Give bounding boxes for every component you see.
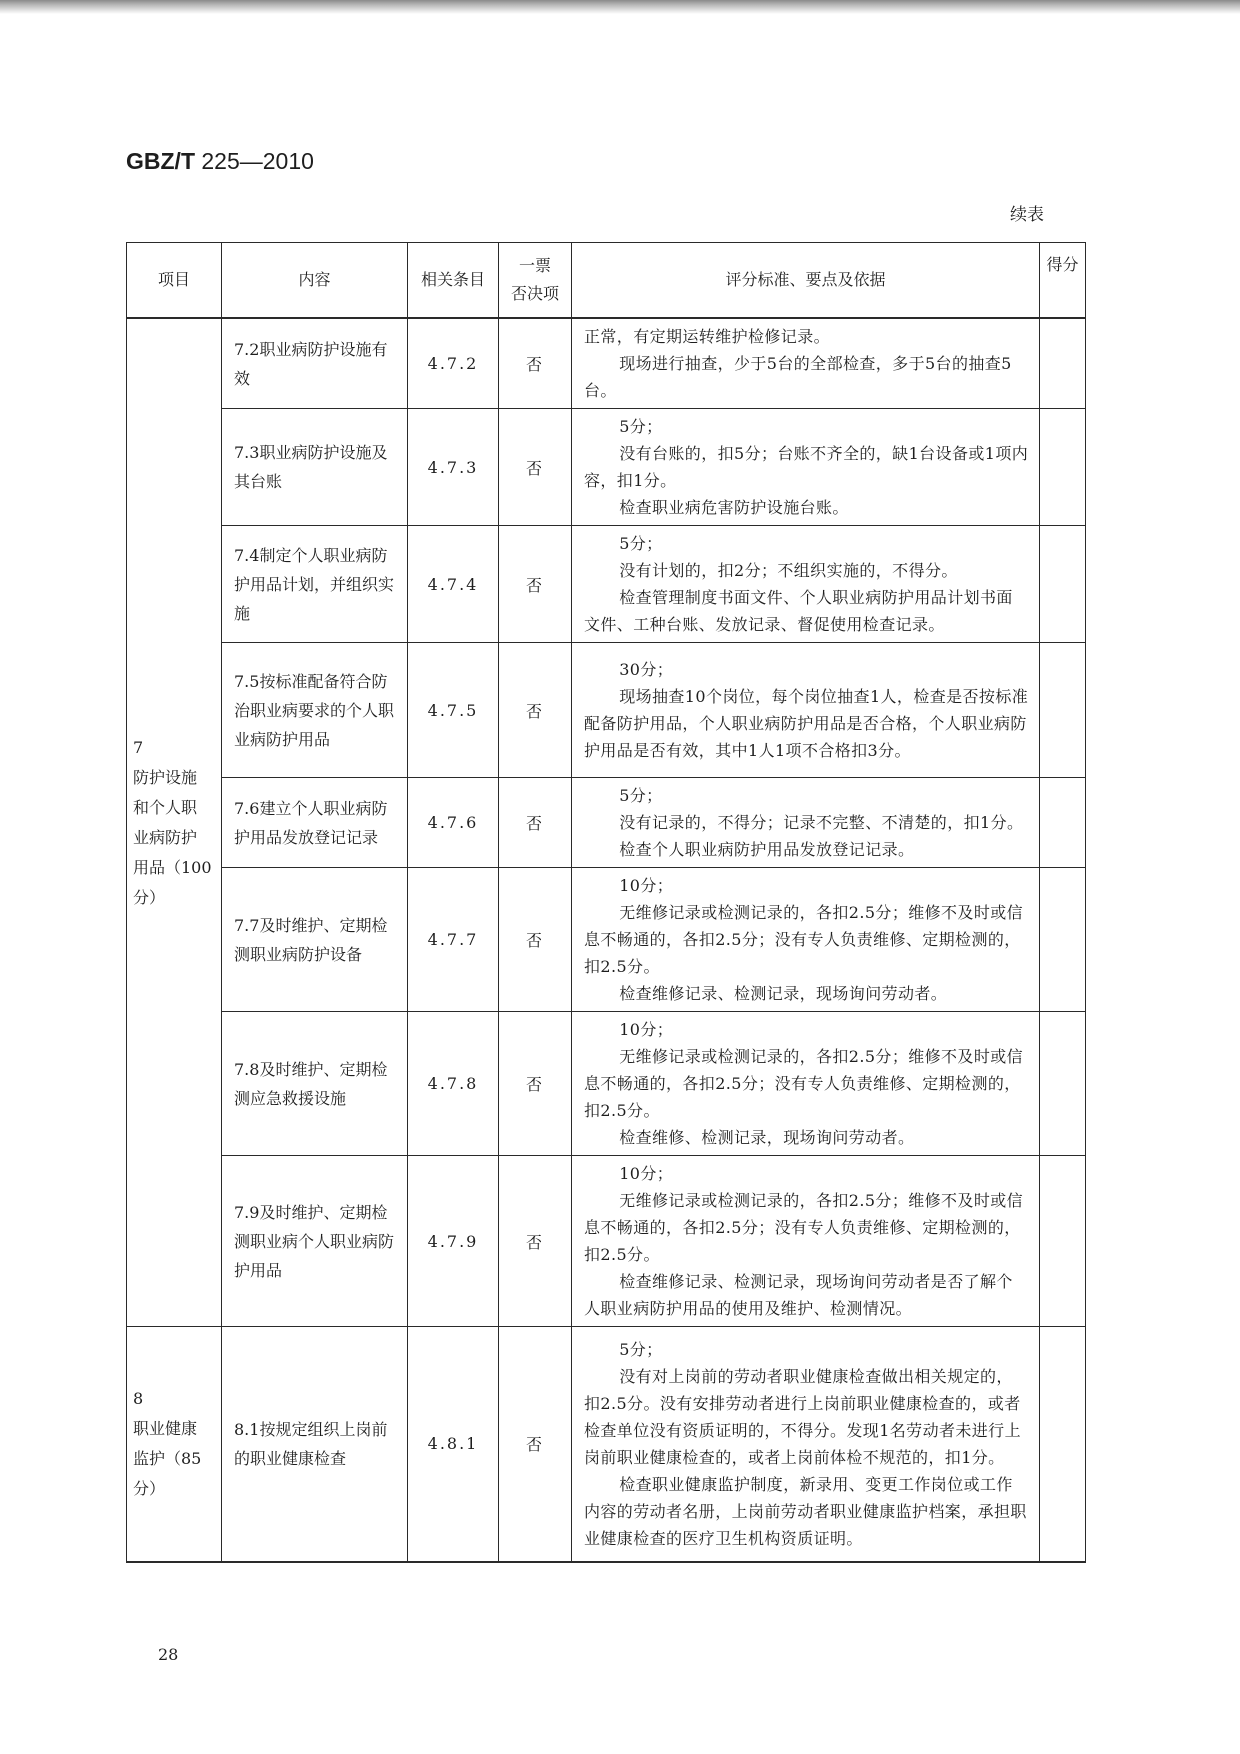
continued-table-label: 续表 (1010, 205, 1044, 225)
criteria-paragraph: 无维修记录或检测记录的，各扣2.5分；维修不及时或信息不畅通的，各扣2.5分；没有专人负责维修、定期检测的，扣2.5分。 (584, 1191, 1024, 1264)
veto-cell: 否 (499, 1012, 572, 1156)
score-cell[interactable] (1040, 778, 1086, 868)
content-cell: 7.6建立个人职业病防护用品发放登记记录 (222, 778, 408, 868)
score-cell[interactable] (1040, 526, 1086, 643)
item-category-line: 8 (133, 1388, 144, 1408)
header-criteria: 评分标准、要点及依据 (572, 243, 1040, 319)
item-category-line: 业病防护 (133, 827, 198, 847)
header-content: 内容 (222, 243, 408, 319)
item-category-line: 监护（85 (133, 1448, 202, 1468)
criteria-paragraph: 无维修记录或检测记录的，各扣2.5分；维修不及时或信息不畅通的，各扣2.5分；没有专人负责维修、定期检测的，扣2.5分。 (584, 903, 1024, 976)
standard-code-number: 225—2010 (201, 148, 314, 174)
table-header-row (127, 243, 1086, 319)
item-category-cell (127, 1327, 222, 1562)
table-row (127, 1012, 1086, 1156)
criteria-paragraph: 5分； (619, 786, 663, 805)
criteria-paragraph: 检查职业健康监护制度，新录用、变更工作岗位或工作内容的劳动者名册，上岗前劳动者职业健康监护档案，承担职业健康检查的医疗卫生机构资质证明。 (584, 1474, 1027, 1548)
clause-cell: 4.7.5 (408, 643, 499, 778)
scoring-table (126, 242, 1086, 1563)
standard-code-prefix: GBZ/T (126, 148, 195, 174)
criteria-paragraph: 5分； (619, 417, 663, 436)
content-cell: 7.5按标准配备符合防治职业病要求的个人职业病防护用品 (222, 643, 408, 778)
score-cell[interactable] (1040, 643, 1086, 778)
table-row (127, 318, 1086, 409)
table-row (127, 1327, 1086, 1562)
top-scan-edge (0, 0, 1240, 14)
content-cell: 7.8及时维护、定期检测应急救援设施 (222, 1012, 408, 1156)
veto-cell: 否 (499, 1156, 572, 1327)
criteria-paragraph: 10分； (619, 876, 674, 895)
content-cell: 7.7及时维护、定期检测职业病防护设备 (222, 868, 408, 1012)
criteria-cell (572, 643, 1040, 778)
score-cell[interactable] (1040, 1156, 1086, 1327)
clause-cell: 4.7.4 (408, 526, 499, 643)
table-row (127, 409, 1086, 526)
criteria-paragraph: 检查管理制度书面文件、个人职业病防护用品计划书面文件、工种台账、发放记录、督促使用检查记录。 (584, 588, 1013, 634)
item-category-cell (127, 318, 222, 1327)
clause-cell: 4.7.2 (408, 318, 499, 409)
content-cell: 8.1按规定组织上岗前的职业健康检查 (222, 1327, 408, 1562)
criteria-paragraph: 没有计划的，扣2分；不组织实施的，不得分。 (619, 561, 958, 580)
table-row (127, 526, 1086, 643)
veto-cell: 否 (499, 1327, 572, 1562)
item-category-line: 防护设施 (133, 767, 198, 787)
table-row (127, 1156, 1086, 1327)
criteria-paragraph: 10分； (619, 1164, 674, 1183)
veto-cell: 否 (499, 526, 572, 643)
clause-cell: 4.7.7 (408, 868, 499, 1012)
content-cell: 7.4制定个人职业病防护用品计划，并组织实施 (222, 526, 408, 643)
veto-cell: 否 (499, 868, 572, 1012)
criteria-paragraph: 检查维修记录、检测记录，现场询问劳动者是否了解个人职业病防护用品的使用及维护、检测情况。 (584, 1272, 1013, 1318)
criteria-paragraph: 没有台账的，扣5分；台账不齐全的，缺1台设备或1项内容，扣1分。 (584, 444, 1029, 490)
item-category-line: 分） (133, 887, 166, 907)
criteria-paragraph: 检查个人职业病防护用品发放登记记录。 (619, 840, 915, 859)
item-category-line: 和个人职 (133, 797, 198, 817)
criteria-paragraph: 没有对上岗前的劳动者职业健康检查做出相关规定的，扣2.5分。没有安排劳动者进行上岗前职业健康检查的，或者检查单位没有资质证明的，不得分。发现1名劳动者未进行上岗前职业健康检查的，或者上岗前体检不规范的，扣1分。 (584, 1366, 1021, 1467)
header-veto: 一票 否决项 (499, 243, 572, 319)
item-category-line: 分） (133, 1478, 166, 1498)
criteria-cell (572, 318, 1040, 409)
score-cell[interactable] (1040, 318, 1086, 409)
clause-cell: 4.7.8 (408, 1012, 499, 1156)
veto-cell: 否 (499, 409, 572, 526)
criteria-paragraph: 30分； (619, 660, 674, 679)
content-cell: 7.9及时维护、定期检测职业病个人职业病防护用品 (222, 1156, 408, 1327)
criteria-cell (572, 1327, 1040, 1562)
score-cell[interactable] (1040, 409, 1086, 526)
criteria-paragraph: 10分； (619, 1020, 674, 1039)
content-cell: 7.3职业病防护设施及其台账 (222, 409, 408, 526)
criteria-paragraph: 5分； (619, 534, 663, 553)
criteria-cell (572, 1156, 1040, 1327)
item-category-line: 7 (133, 737, 144, 757)
score-cell[interactable] (1040, 1012, 1086, 1156)
criteria-paragraph: 5分； (619, 1339, 663, 1359)
criteria-cell (572, 868, 1040, 1012)
score-cell[interactable] (1040, 868, 1086, 1012)
criteria-paragraph: 检查维修记录、检测记录，现场询问劳动者。 (619, 984, 948, 1003)
criteria-paragraph: 现场进行抽查，少于5台的全部检查，多于5台的抽查5台。 (584, 354, 1012, 400)
criteria-paragraph: 现场抽查10个岗位，每个岗位抽查1人，检查是否按标准配备防护用品，个人职业病防护用品是否合格，个人职业病防护用品是否有效，其中1人1项不合格扣3分。 (584, 687, 1029, 760)
veto-cell: 否 (499, 318, 572, 409)
clause-cell: 4.7.3 (408, 409, 499, 526)
criteria-cell (572, 778, 1040, 868)
criteria-cell (572, 1012, 1040, 1156)
header-clause: 相关条目 (408, 243, 499, 319)
criteria-paragraph: 检查维修、检测记录，现场询问劳动者。 (619, 1128, 915, 1147)
clause-cell: 4.7.6 (408, 778, 499, 868)
item-category-line: 职业健康 (133, 1418, 198, 1438)
content-cell: 7.2职业病防护设施有效 (222, 318, 408, 409)
criteria-paragraph: 没有记录的，不得分；记录不完整、不清楚的，扣1分。 (619, 813, 1024, 832)
veto-cell: 否 (499, 643, 572, 778)
header-item: 项目 (127, 243, 222, 319)
criteria-paragraph: 检查职业病危害防护设施台账。 (619, 498, 849, 517)
score-cell[interactable] (1040, 1327, 1086, 1562)
criteria-cell (572, 409, 1040, 526)
page-number: 28 (158, 1645, 179, 1664)
criteria-cell (572, 526, 1040, 643)
table-row (127, 868, 1086, 1012)
veto-cell: 否 (499, 778, 572, 868)
header-score: 得分 (1040, 243, 1086, 319)
clause-cell: 4.7.9 (408, 1156, 499, 1327)
table-row (127, 778, 1086, 868)
standard-code (126, 148, 314, 175)
item-category-line: 用品（100 (133, 857, 212, 877)
criteria-paragraph: 正常，有定期运转维护检修记录。 (584, 327, 831, 346)
table-row (127, 643, 1086, 778)
clause-cell: 4.8.1 (408, 1327, 499, 1562)
criteria-paragraph: 无维修记录或检测记录的，各扣2.5分；维修不及时或信息不畅通的，各扣2.5分；没有专人负责维修、定期检测的，扣2.5分。 (584, 1047, 1024, 1120)
